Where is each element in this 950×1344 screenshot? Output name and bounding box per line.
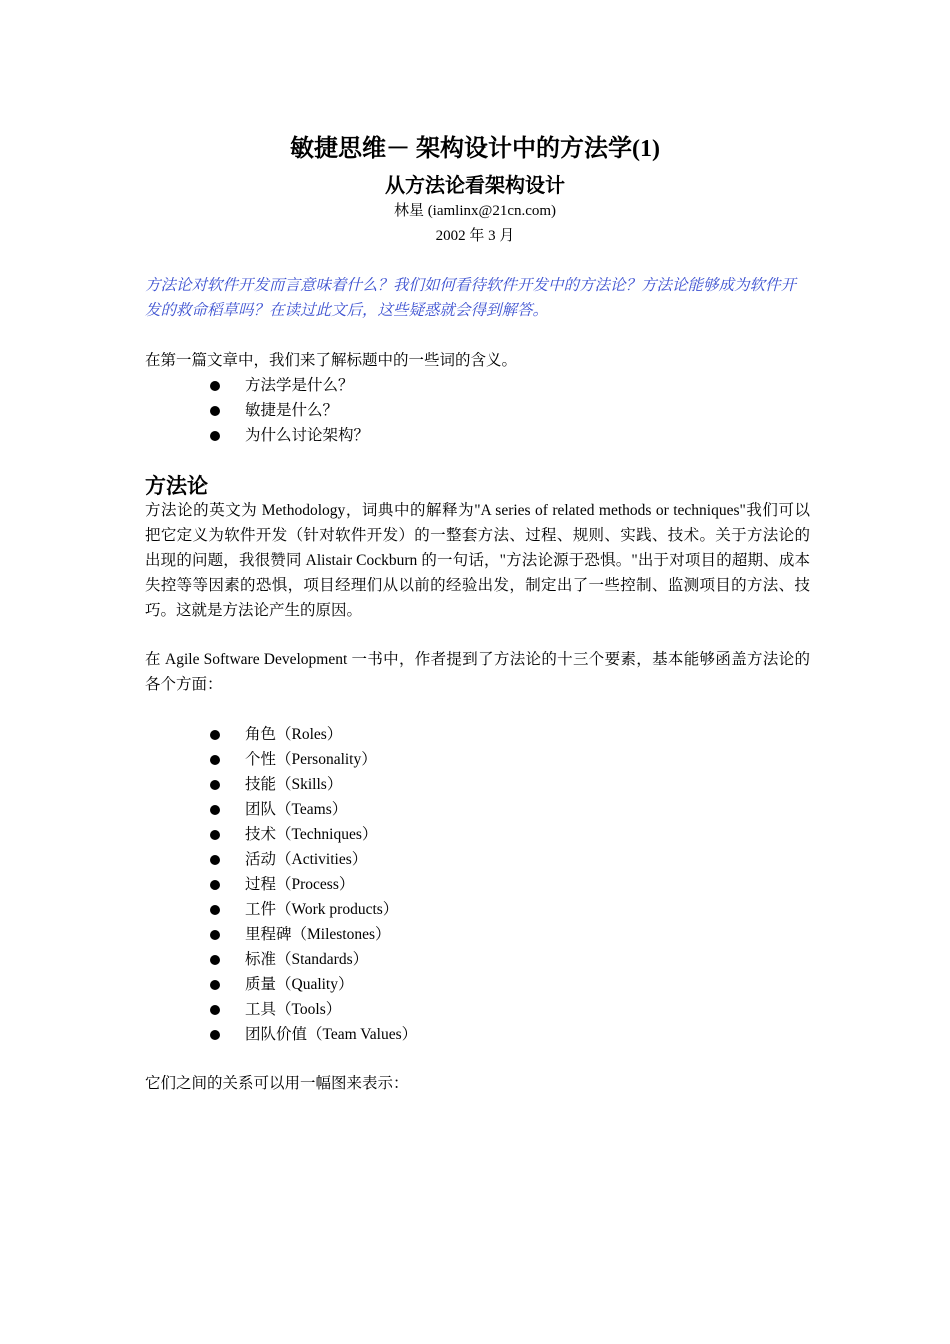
bullet-dot-icon [210, 930, 220, 940]
bullet-dot-icon [210, 980, 220, 990]
list-item-label: 技能（Skills） [245, 776, 343, 793]
list-item-label: 个性（Personality） [245, 751, 377, 768]
list-item-label: 里程碑（Milestones） [245, 926, 391, 943]
document-title: 敏捷思维－ 架构设计中的方法学(1) [290, 136, 660, 162]
list-item-label: 技术（Techniques） [245, 826, 378, 843]
methodology-paragraph: 方法论的英文为 Methodology，词典中的解释为"A series of related methods or techniques"我们可以把它定义为软件开发（针对软件开发）的一整套方法、过程、规则、实践、技术。关于方法论的出现的问题，我很赞同 Alistair Cockburn 的一句话，"方法论源于恐惧。"出于对项目的超期、成本失控等等因素的恐惧，项目经理们从以前的经验出发，制定出了一些控制、监测项目的方法、技巧。这就是方法论产生的原因。 [145, 502, 810, 619]
list-item-label: 团队（Teams） [245, 801, 348, 818]
bullet-dot-icon [210, 855, 220, 865]
elements-intro-paragraph: 在 Agile Software Development 一书中，作者提到了方法论的十三个要素，基本能够函盖方法论的各个方面： [145, 651, 810, 693]
list-item-label: 活动（Activities） [245, 851, 368, 868]
bullet-dot-icon [210, 1005, 220, 1015]
list-item-label: 工件（Work products） [245, 901, 399, 918]
list-item-label: 过程（Process） [245, 876, 355, 893]
bullet-dot-icon [210, 780, 220, 790]
list-item-label: 方法学是什么？ [245, 377, 354, 394]
bullet-dot-icon [210, 880, 220, 890]
list-item-label: 标准（Standards） [245, 951, 369, 968]
document-author: 林星 (iamlinx@21cn.com) [393, 203, 557, 219]
intro-paragraph: 在第一篇文章中，我们来了解标题中的一些词的含义。 [145, 352, 518, 369]
bullet-dot-icon [210, 381, 220, 391]
list-item-label: 角色（Roles） [245, 726, 343, 743]
bullet-dot-icon [210, 955, 220, 965]
closing-paragraph: 它们之间的关系可以用一幅图来表示： [145, 1075, 409, 1092]
bullet-dot-icon [210, 1030, 220, 1040]
bullet-dot-icon [210, 755, 220, 765]
bullet-dot-icon [210, 805, 220, 815]
document-date: 2002 年 3 月 [435, 228, 515, 244]
bullet-dot-icon [210, 406, 220, 416]
list-item-label: 敏捷是什么？ [245, 402, 339, 419]
section-heading: 方法论 [145, 474, 208, 498]
list-item-label: 质量（Quality） [245, 976, 354, 993]
list-item-label: 为什么讨论架构？ [245, 427, 370, 444]
list-item-label: 工具（Tools） [245, 1001, 342, 1018]
document-subtitle: 从方法论看架构设计 [385, 175, 565, 197]
bullet-dot-icon [210, 730, 220, 740]
list-item-label: 团队价值（Team Values） [245, 1026, 418, 1043]
document-abstract: 方法论对软件开发而言意味着什么？我们如何看待软件开发中的方法论？方法论能够成为软件开发的救命稻草吗？在读过此文后，这些疑惑就会得到解答。 [145, 277, 797, 319]
bullet-dot-icon [210, 431, 220, 441]
bullet-dot-icon [210, 905, 220, 915]
bullet-dot-icon [210, 830, 220, 840]
